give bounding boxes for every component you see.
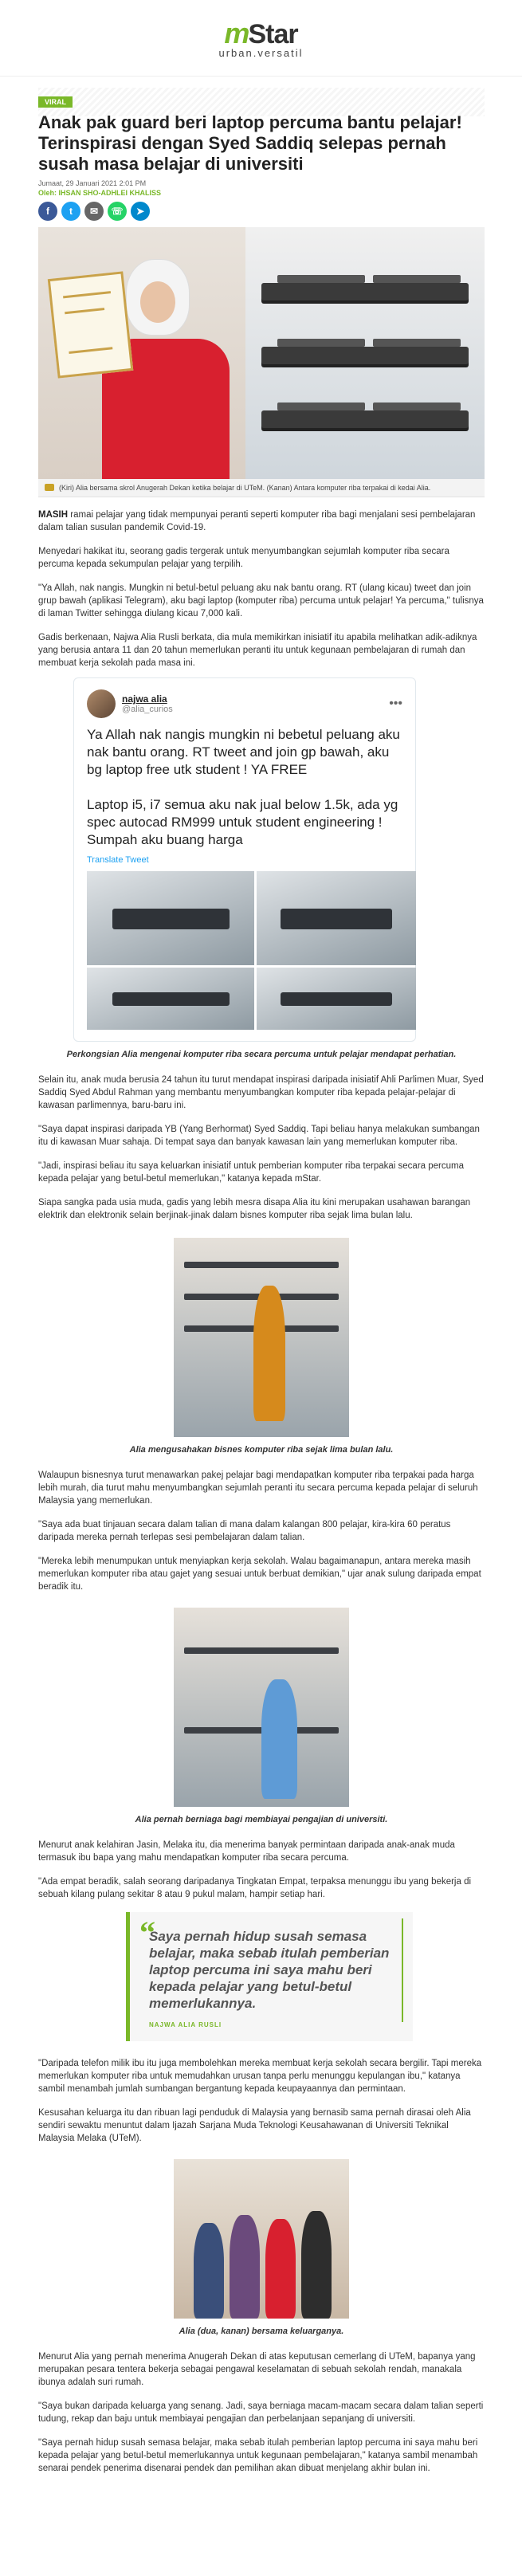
alia-in-shop-photo xyxy=(174,1238,349,1437)
category-badge[interactable]: VIRAL xyxy=(38,96,73,108)
email-share-icon[interactable]: ✉ xyxy=(84,202,104,221)
paragraph-11: "Mereka lebih menumpukan untuk menyiapkan kerja sekolah. Walau bagaimanapun, antara mereka masih memerlukan komputer riba atau gajet yang sesuai untuk berbuat demikian," ujar anak sulung daripada empat beradik itu. xyxy=(38,1557,481,1592)
pull-quote-text: Saya pernah hidup susah semasa belajar, maka sebab itulah pemberian laptop percuma ini saya mahu beri kepada pelajar yang betul-betul memerlukannya. xyxy=(149,1929,390,2011)
pull-quote-source: NAJWA ALIA RUSLI xyxy=(149,2021,222,2028)
tweet-image-4[interactable] xyxy=(257,968,416,1030)
tweet-image-grid xyxy=(87,871,402,1030)
telegram-share-icon[interactable]: ➤ xyxy=(131,202,150,221)
hero-caption: (Kiri) Alia bersama skrol Anugerah Dekan ketika belajar di UTeM. (Kanan) Antara komputer riba terpakai di kedai Alia. xyxy=(38,479,485,497)
hero-image xyxy=(38,227,485,479)
certificate-scroll xyxy=(48,271,134,378)
mstar-logo[interactable] xyxy=(224,17,297,50)
tweet-author-handle[interactable]: @alia_curios xyxy=(122,705,173,714)
alia-family-photo xyxy=(174,2159,349,2319)
translate-tweet-link[interactable]: Translate Tweet xyxy=(87,855,149,865)
whatsapp-share-icon[interactable]: ☏ xyxy=(108,202,127,221)
paragraph-3: "Ya Allah, nak nangis. Mungkin ni betul-betul peluang aku nak bantu orang. RT (ulang kicau) tweet dan join grup bawah (aplikasi Telegram), aku bagi laptop (komputer riba) percuma untuk pelajar! Ya percuma," tulisnya di laman Twitter sehingga diulang kicau 7,000 kali. xyxy=(38,583,484,618)
paragraph-18: "Saya pernah hidup susah semasa belajar, maka sebab itulah pemberian laptop percuma ini saya mahu beri kepada pelajar yang betul-betul memerlukannya untuk kegunaan pembelajaran," katanya sambil menambah senarai pendek penerima disenarai pendek dan pemilihan akan dibuat menjelang akhir bulan ini. xyxy=(38,2438,478,2473)
facebook-share-icon[interactable]: f xyxy=(38,202,57,221)
logo-prefix: m xyxy=(224,17,249,49)
paragraph-6: "Saya dapat inspirasi daripada YB (Yang Berhormat) Syed Saddiq. Tapi beliau hanya melakukan sumbangan itu di kawasan Muar sahaja. Di tempat saya dan banyak kawasan lain yang memerlukan komputer riba. xyxy=(38,1125,480,1147)
paragraph-13: "Ada empat beradik, salah seorang daripadanya Tingkatan Empat, terpaksa menunggu ibu yang bekerja di sebuah kilang pulang sekitar 8 atau 9 pukul malam, hampir setiap hari. xyxy=(38,1877,472,1899)
logo-tagline: urban.versatil xyxy=(218,47,304,59)
tweet-text-2: Laptop i5, i7 semua aku nak jual below 1.5k, ada yg spec autocad RM999 untuk student engineering ! Sumpah aku buang harga xyxy=(87,797,398,847)
paragraph-8: Siapa sangka pada usia muda, gadis yang lebih mesra disapa Alia itu kini merupakan usahawan barangan elektrik dan elektronik selain berjinak-jinak dalam bisnes komputer riba sejak lima bulan lalu. xyxy=(38,1198,471,1220)
tweet-avatar[interactable] xyxy=(87,689,116,718)
twitter-share-icon[interactable]: t xyxy=(61,202,80,221)
tweet-image-2[interactable] xyxy=(257,871,416,965)
paragraph-10: "Saya ada buat tinjauan secara dalam talian di mana dalam kalangan 800 pelajar, kira-kira 60 peratus daripada mereka pernah terlepas sesi pembelajaran dalam talian. xyxy=(38,1520,451,1542)
paragraph-15: Kesusahan keluarga itu dan ribuan lagi penduduk di Malaysia yang bernasib sama pernah dirasai oleh Alia sendiri sewaktu menuntut dalam Ijazah Sarjana Muda Teknologi Keusahawanan di Universiti Teknikal Malaysia Melaka (UTeM). xyxy=(38,2108,471,2143)
paragraph-9: Walaupun bisnesnya turut menawarkan pakej pelajar bagi mendapatkan komputer riba terpakai pada harga lebih murah, dia turut mahu menyumbangkan sejumlah peranti itu secara percuma kepada pelajar di seluruh Malaysia yang memerlukan. xyxy=(38,1471,478,1506)
article-title: Anak pak guard beri laptop percuma bantu pelajar! Terinspirasi dengan Syed Saddiq selepas pernah susah masa belajar di universiti xyxy=(38,112,462,174)
paragraph-17: "Saya bukan daripada keluarga yang senang. Jadi, saya berniaga macam-macam secara dalam talian seperti tudung, rekap dan baju untuk membiayai pengajian dan perbelanjaan sepanjang di universiti. xyxy=(38,2401,484,2424)
figure-caption-3: Alia pernah berniaga bagi membiayai pengajian di universiti. xyxy=(135,1815,388,1824)
paragraph-2: Menyedari hakikat itu, seorang gadis tergerak untuk menyumbangkan sejumlah komputer riba secara percuma kepada sekumpulan pelajar yang terpilih. xyxy=(38,547,449,569)
logo-name: Star xyxy=(248,19,298,49)
paragraph-1: MASIH ramai pelajar yang tidak mempunyai peranti seperti komputer riba bagi menjalani sesi pembelajaran dalam talian susulan pandemik Covid-19. xyxy=(38,510,476,532)
article-author[interactable]: Oleh: IHSAN SHO-ADHLEI KHALISS xyxy=(38,189,162,197)
tweet-author-name[interactable]: najwa alia xyxy=(122,693,167,705)
paragraph-14: "Daripada telefon milik ibu itu juga membolehkan mereka membuat kerja sekolah secara bergilir. Tapi mereka memerlukan komputer riba untuk memudahkan urusan tanpa perlu menunggu kepulangan ibu," katanya sambil menambah jumlah sumbangan bergantung kepada keupayaannya dan permintaan. xyxy=(38,2059,482,2094)
figure-caption-2: Alia mengusahakan bisnes komputer riba sejak lima bulan lalu. xyxy=(129,1445,394,1455)
pull-quote xyxy=(126,1912,413,2041)
more-options-icon[interactable]: ••• xyxy=(389,697,402,710)
paragraph-5: Selain itu, anak muda berusia 24 tahun itu turut mendapat inspirasi daripada inisiatif Ahli Parlimen Muar, Syed Saddiq Syed Abdul Rahman yang membantu menyumbangkan komputer riba kepada pelajar-pelajar di kawasan parlimennya, baru-baru ini. xyxy=(38,1075,484,1110)
paragraph-4: Gadis berkenaan, Najwa Alia Rusli berkata, dia mula memikirkan inisiatif itu apabila melihatkan adik-adiknya yang berusia antara 11 dan 20 tahun memerlukan peranti itu untuk kegunaan pembelajaran di rumah dan membuat kerja sekolah pada masa ini. xyxy=(38,633,477,668)
site-header xyxy=(0,0,522,77)
quote-mark-icon: “ xyxy=(139,1914,155,1950)
camera-icon xyxy=(45,484,54,491)
article-date: Jumaat, 29 Januari 2021 2:01 PM xyxy=(38,179,147,187)
paragraph-7: "Jadi, inspirasi beliau itu saya keluarkan inisiatif untuk pemberian komputer riba terpakai secara percuma kepada pelajar yang betul-betul memerlukan," katanya kepada mStar. xyxy=(38,1161,464,1184)
paragraph-16: Menurut Alia yang pernah menerima Anugerah Dekan di atas keputusan cemerlang di UTeM, bapanya yang merupakan pesara tentera bekerja sebagai pengawal keselamatan di sebuah sekolah rendah, manakala ibunya adalah suri rumah. xyxy=(38,2352,476,2387)
laptop-shop-photo xyxy=(245,227,485,479)
share-buttons xyxy=(38,202,485,221)
embedded-tweet[interactable] xyxy=(73,677,416,1042)
figure-caption-4: Alia (dua, kanan) bersama keluarganya. xyxy=(179,2327,344,2336)
alia-selling-photo xyxy=(174,1608,349,1807)
alia-with-certificate-photo xyxy=(38,227,245,479)
paragraph-12: Menurut anak kelahiran Jasin, Melaka itu, dia menerima banyak permintaan daripada anak-anak muda termasuk ibu bapa yang mahu mendapatkan komputer riba secara percuma. xyxy=(38,1840,455,1863)
figure-caption-1: Perkongsian Alia mengenai komputer riba secara percuma untuk pelajar mendapat perhatian. xyxy=(66,1050,457,1059)
tweet-image-1[interactable] xyxy=(87,871,254,965)
tweet-text-1: Ya Allah nak nangis mungkin ni bebetul peluang aku nak bantu orang. RT tweet and join gp bawah, aku bg laptop free utk student ! YA FREE xyxy=(87,727,400,777)
article xyxy=(38,94,485,2486)
tweet-image-3[interactable] xyxy=(87,968,254,1030)
